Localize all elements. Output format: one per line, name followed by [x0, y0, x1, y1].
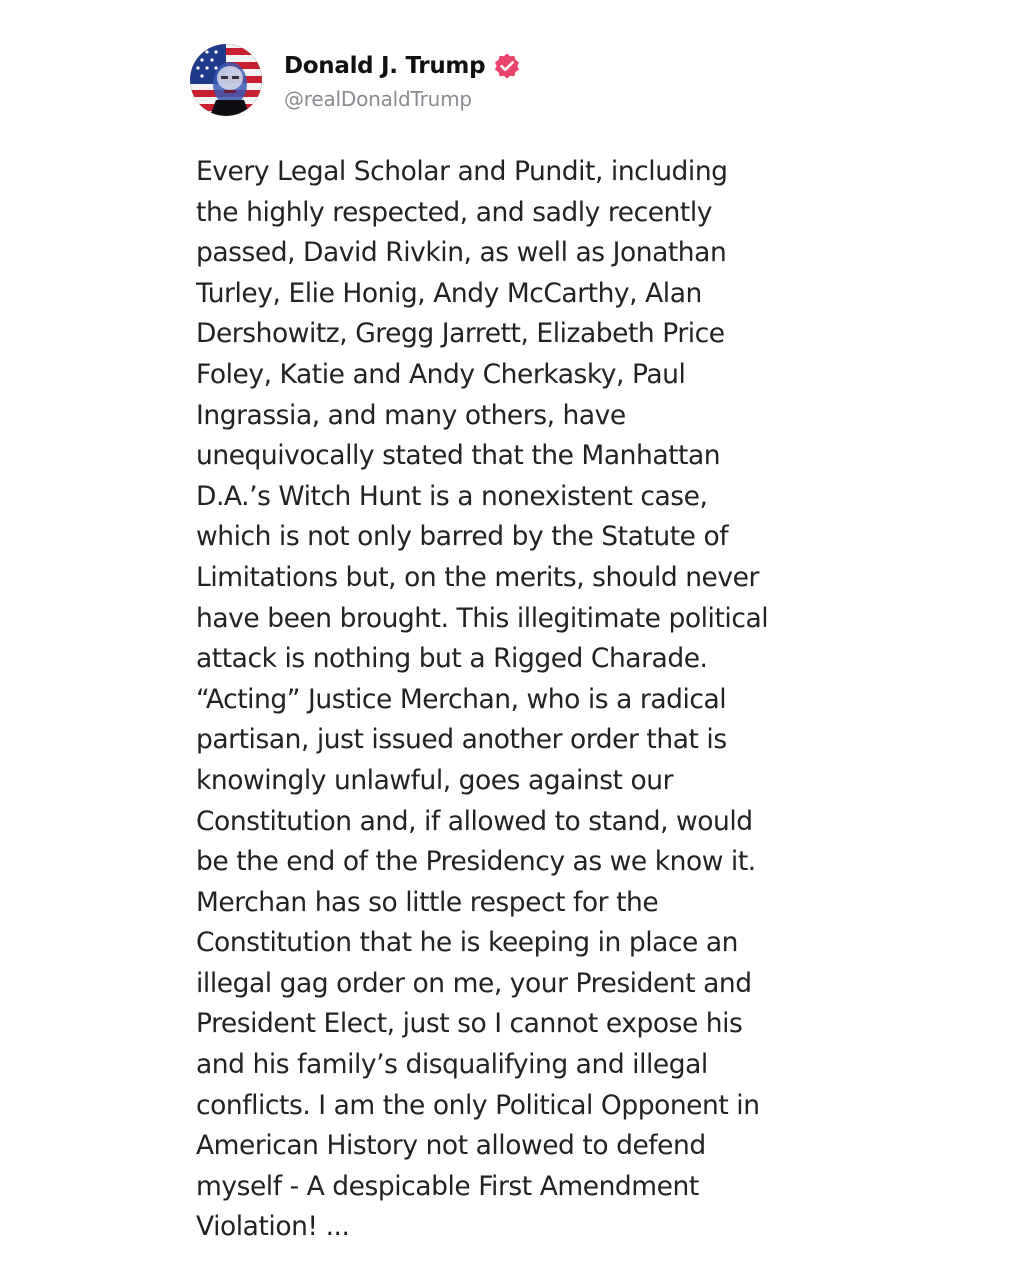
post-text-line: Violation! ... — [196, 1211, 350, 1243]
post-text-line: President Elect, just so I cannot expose his — [196, 1008, 743, 1040]
post-text-line: Dershowitz, Gregg Jarrett, Elizabeth Price — [196, 318, 725, 350]
post-text-line: Constitution that he is keeping in place an — [196, 927, 739, 959]
post-text-line: myself - A despicable First Amendment — [196, 1170, 699, 1202]
post-text-line: unequivocally stated that the Manhattan — [196, 440, 721, 472]
post-text-line: attack is nothing but a Rigged Charade. — [196, 643, 708, 675]
post-text-line: have been brought. This illegitimate political — [196, 602, 769, 634]
post-text-line: Foley, Katie and Andy Cherkasky, Paul — [196, 358, 686, 390]
post-text-line: conflicts. I am the only Political Opponent in — [196, 1089, 760, 1121]
post-text-line: Ingrassia, and many others, have — [196, 399, 626, 431]
post-text-line: which is not only barred by the Statute of — [196, 521, 729, 553]
avatar[interactable] — [190, 44, 262, 116]
post-text-line: American History not allowed to defend — [196, 1130, 706, 1162]
author-handle[interactable]: @realDonaldTrump — [284, 87, 472, 111]
post-text-line: Constitution and, if allowed to stand, would — [196, 805, 753, 837]
post-text-line: illegal gag order on me, your President and — [196, 967, 752, 999]
post-text-line: be the end of the Presidency as we know it. — [196, 846, 756, 878]
post-text-line: “Acting” Justice Merchan, who is a radical — [196, 683, 727, 715]
post-text-line: Every Legal Scholar and Pundit, including — [196, 156, 728, 187]
post-text-line: partisan, just issued another order that is — [196, 724, 727, 756]
post-header — [190, 44, 521, 116]
author-block — [284, 49, 521, 111]
author-display-name[interactable]: Donald J. Trump — [284, 53, 486, 79]
post-text-line: and his family’s disqualifying and illegal — [196, 1049, 708, 1081]
post-text-line: Merchan has so little respect for the — [196, 886, 659, 918]
name-row — [284, 49, 521, 83]
post-text-line: the highly respected, and sadly recently — [196, 196, 712, 228]
post-body — [196, 152, 836, 1248]
profile-avatar-icon — [190, 44, 262, 116]
post-text-line: Turley, Elie Honig, Andy McCarthy, Alan — [196, 277, 702, 309]
post-text-line: knowingly unlawful, goes against our — [196, 764, 674, 796]
post-text-line: passed, David Rivkin, as well as Jonathan — [196, 237, 727, 269]
post-text-line: D.A.’s Witch Hunt is a nonexistent case, — [196, 480, 708, 512]
verified-badge-icon — [493, 52, 521, 80]
post-text-line: Limitations but, on the merits, should never — [196, 561, 759, 593]
